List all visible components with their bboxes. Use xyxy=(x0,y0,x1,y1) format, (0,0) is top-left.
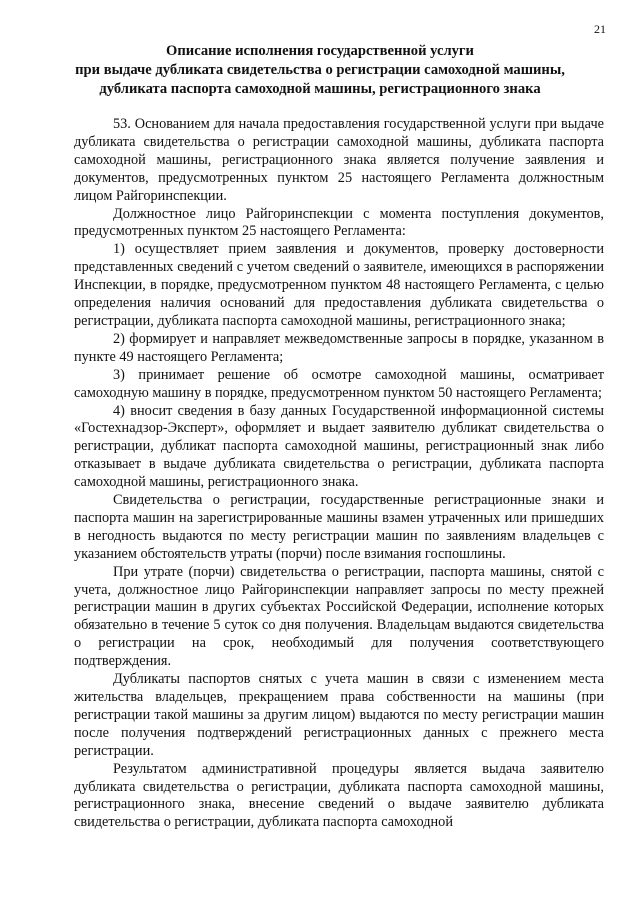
paragraph-53: 53. Основанием для начала предоставления государственной услуги при выдаче дубликата свидетельства о регистрации самоходной машины, дубликата паспорта самоходной машины, регистрационного знака является получение заявления и документов, предусмотренных пунктом 25 настоящего Регламента должностным лицом Райгоринспекции. xyxy=(74,116,604,204)
title-line: дубликата паспорта самоходной машины, регистрационного знака xyxy=(99,81,541,97)
list-item-1: 1) осуществляет прием заявления и документов, проверку достоверности представленных сведений с учетом сведений о заявителе, имеющихся в распоряжении Инспекции, в порядке, предусмотренном пунктом 48 настоящего Регламента, с целью определения наличия оснований для предоставления дубликата свидетельства о регистрации, дубликата паспорта самоходной машины, регистрационного знака; xyxy=(74,241,604,329)
paragraph: Свидетельства о регистрации, государственные регистрационные знаки и паспорта машин на зарегистрированные машины взамен утраченных или пришедших в негодность выдаются по месту регистрации машин по заявлениям владельцев с указанием обстоятельств утраты (порчи) после взимания госпошлины. xyxy=(74,492,604,562)
title-line: Описание исполнения государственной услуги xyxy=(166,43,474,59)
paragraph: Результатом административной процедуры является выдача заявителю дубликата свидетельства о регистрации, дубликата паспорта самоходной машины, регистрационного знака, внесение сведений о выдаче заявителю дубликата свидетельства о регистрации, дубликата паспорта самоходной xyxy=(74,760,604,831)
body-text xyxy=(74,116,604,832)
paragraph: Дубликаты паспортов снятых с учета машин в связи с изменением места жительства владельцев, прекращением права собственности на машины (при регистрации такой машины за другим лицом) выдаются по месту регистрации машин после получения подтверждений регистрационных данных с прежнего места регистрации. xyxy=(74,671,604,759)
paragraph: При утрате (порчи) свидетельства о регистрации, паспорта машины, снятой с учета, должностное лицо Райгоринспекции направляет запросы по месту прежней регистрации машин в других субъектах Российской Федерации, исполнение которых обязательно в течение 5 суток со дня получения. Владельцам выдаются свидетельства о регистрации на срок, необходимый для получения соответствующего подтверждения. xyxy=(74,563,604,670)
paragraph: Должностное лицо Райгоринспекции с момента поступления документов, предусмотренных пунктом 25 настоящего Регламента: xyxy=(74,205,604,240)
section-title xyxy=(70,42,570,99)
list-item-3: 3) принимает решение об осмотре самоходной машины, осматривает самоходную машину в порядке, предусмотренном пунктом 50 настоящего Регламента; xyxy=(74,366,604,401)
list-item-2: 2) формирует и направляет межведомственные запросы в порядке, указанном в пункте 49 настоящего Регламента; xyxy=(74,330,604,365)
list-item-4: 4) вносит сведения в базу данных Государственной информационной системы «Гостехнадзор-Эксперт», оформляет и выдает заявителю дубликат свидетельства о регистрации, дубликат паспорта самоходной машины, регистрационный знак либо отказывает в выдаче дубликата свидетельства о регистрации, дубликата паспорта самоходной машины, регистрационного знака. xyxy=(74,402,604,491)
title-line: при выдаче дубликата свидетельства о регистрации самоходной машины, xyxy=(75,62,565,78)
page-number: 21 xyxy=(594,22,606,36)
